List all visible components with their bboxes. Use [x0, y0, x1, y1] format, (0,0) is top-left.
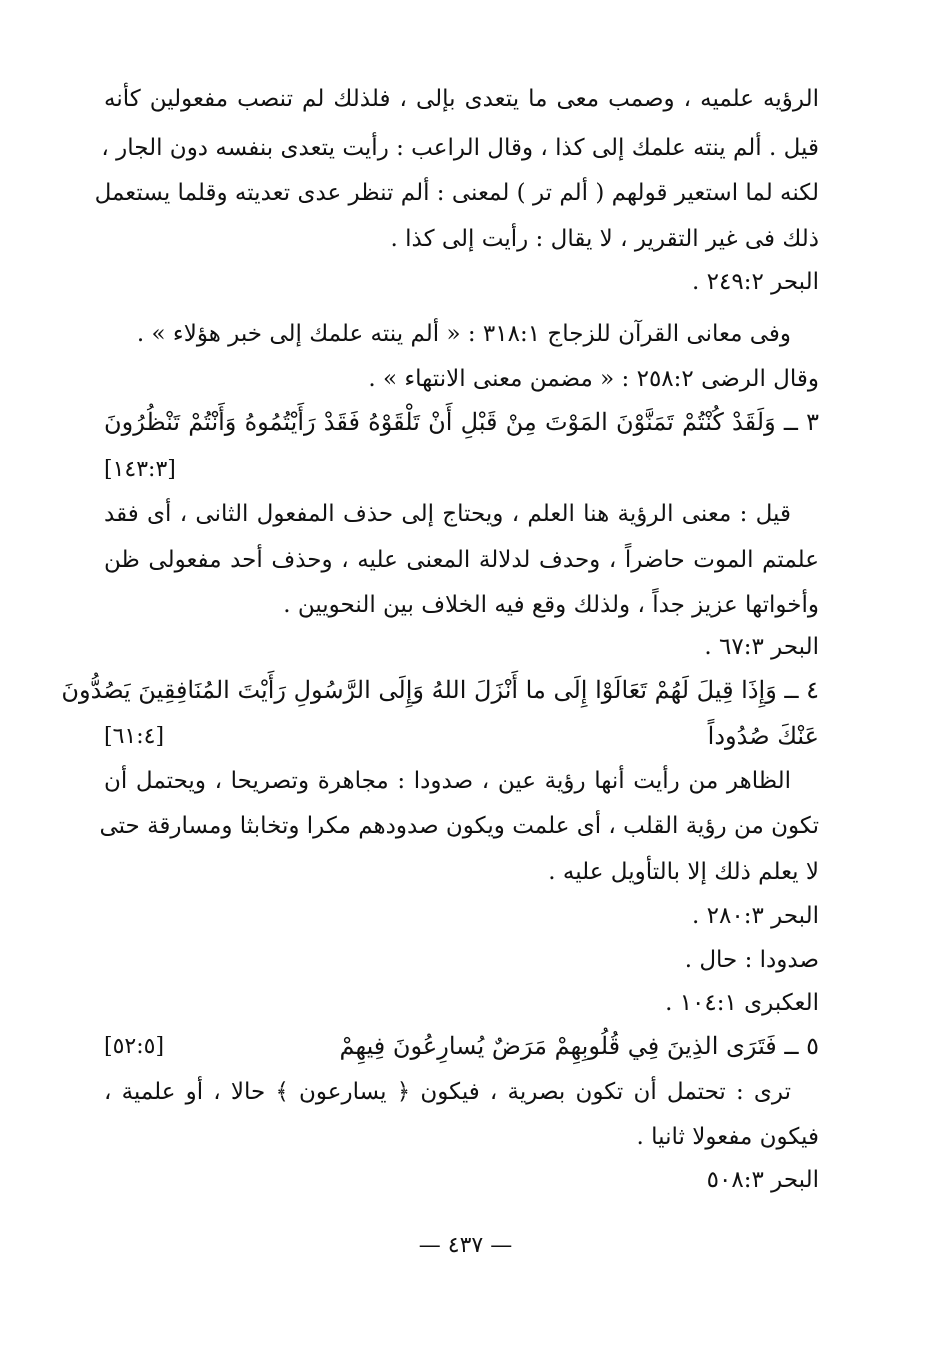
- source-ref-3: البحر ٢٨٠:٣ .: [692, 903, 819, 929]
- source-ref-5: البحر ٥٠٨:٣: [706, 1167, 819, 1193]
- text-line-6: وقال الرضى ٢٥٨:٢ : « مضمن معنى الانتهاء » .: [368, 366, 819, 392]
- verse-ref-4: [٦١:٤]: [104, 724, 165, 749]
- text-line-4: ذلك فى غير التقرير ، لا يقال : رأيت إلى كذا .: [390, 226, 819, 252]
- source-ref-2: البحر ٦٧:٣ .: [704, 634, 819, 660]
- text-line-1: الرؤيه علميه ، وصمب معى ما يتعدى بإلى ، فلذلك لم تنصب مفعولين كأنه: [104, 86, 819, 112]
- verse-3: ٣ ــ وَلَقَدْ كُنْتُمْ تَمَنَّوْنَ المَوْتَ مِنْ قَبْلِ أَنْ تَلْقَوْهُ فَقَدْ رَأَيْتُمُوهُ وَأَنْتُمْ تَنْظُرُونَ: [104, 408, 819, 436]
- text-line-12: لا يعلم ذلك إلا بالتأويل عليه .: [548, 859, 819, 885]
- verse-4-cont: عَنْكَ صُدُوداً: [707, 722, 819, 750]
- text-line-15: فيكون مفعولا ثانيا .: [636, 1124, 819, 1150]
- text-line-9: وأخواتها عزيز جداً ، ولذلك وقع فيه الخلاف بين النحويين .: [283, 592, 819, 618]
- text-line-8: علمتم الموت حاضراً ، وحدف لدلالة المعنى عليه ، وحذف أحد مفعولى ظن: [104, 547, 819, 573]
- text-line-14: ترى : تحتمل أن تكون بصرية ، فيكون ﴿ يسارعون ﴾ حالا ، أو علمية ،: [104, 1079, 791, 1105]
- text-line-3: لكنه لما استعير قولهم ( ألم تر ) لمعنى : ألم تنظر عدى تعديته وقلما يستعمل: [94, 180, 819, 206]
- text-line-13: صدودا : حال .: [684, 947, 819, 973]
- verse-4: ٤ ــ وَإِذَا قِيلَ لَهُمْ تَعَالَوْا إِلَى ما أَنْزَلَ اللهُ وَإِلَى الرَّسُولِ رَأَيْتَ المُنَافِقِينَ يَصُدُّونَ: [61, 676, 819, 704]
- text-line-11: تكون من رؤية القلب ، أى علمت ويكون صدودهم مكرا وتخابثا ومسارقة حتى: [99, 813, 819, 839]
- source-ref-4: العكبرى ١٠٤:١ .: [665, 990, 819, 1016]
- source-ref-1: البحر ٢٤٩:٢ .: [692, 269, 819, 295]
- verse-5: ٥ ــ فَتَرَى الذِينَ فِي قُلُوبِهِمْ مَرَضٌ يُسارِعُونَ فِيهِمْ: [339, 1032, 819, 1060]
- verse-ref-5: [٥٢:٥]: [104, 1034, 165, 1059]
- text-line-10: الظاهر من رأيت أنها رؤية عين ، صدودا : مجاهرة وتصريحا ، ويحتمل أن: [104, 768, 791, 794]
- text-line-2: قيل . ألم ينته علمك إلى كذا ، وقال الراعب : رأيت يتعدى بنفسه دون الجار ،: [101, 135, 819, 161]
- verse-ref-3: [١٤٣:٣]: [104, 457, 176, 482]
- text-line-5: وفى معانى القرآن للزجاج ٣١٨:١ : « ألم ينته علمك إلى خبر هؤلاء » .: [136, 321, 791, 347]
- text-line-7: قيل : معنى الرؤية هنا العلم ، ويحتاج إلى حذف المفعول الثانى ، أى فقد: [104, 501, 791, 527]
- page-number: — ٤٣٧ —: [418, 1233, 513, 1258]
